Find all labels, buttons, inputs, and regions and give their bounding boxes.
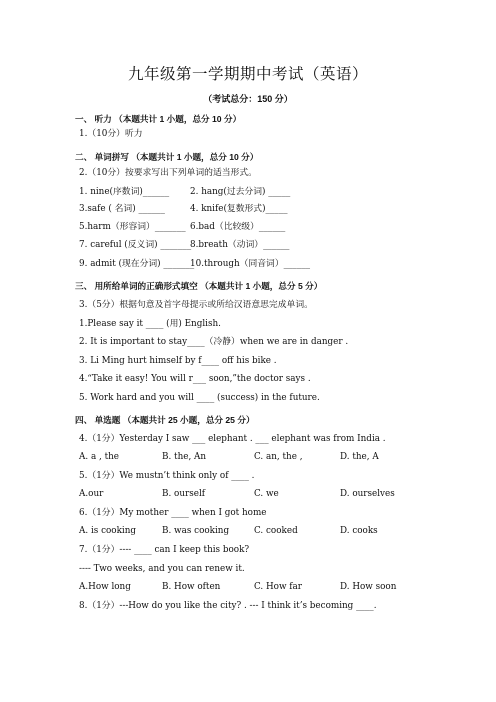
- section-heading: 二、 单词拼写 （本题共计 1 小题，总分 10 分）: [75, 152, 259, 162]
- question-line: 4.（1分）Yesterday I saw ___ elephant . ___ elephant was from India .: [79, 434, 386, 444]
- word-item: 5.harm（形容词）_______: [79, 222, 186, 232]
- answer-option: A. a , the: [79, 452, 119, 462]
- answer-option: D. the, A: [340, 452, 379, 462]
- question-line: 1.（10分）听力: [79, 129, 143, 139]
- answer-option: C. cooked: [254, 526, 298, 536]
- answer-option: B. the, An: [162, 452, 207, 462]
- answer-option: D. How soon: [340, 582, 397, 592]
- answer-option: B. How often: [162, 582, 221, 592]
- answer-option: C. How far: [254, 582, 303, 592]
- answer-option: C. we: [254, 489, 279, 499]
- answer-option: B. was cooking: [162, 526, 230, 536]
- answer-option: C. an, the ,: [254, 452, 303, 462]
- question-line: 3. Li Ming hurt himself by f____ off his bike .: [79, 356, 277, 366]
- page-subtitle: （考试总分：150 分）: [203, 94, 293, 104]
- word-item: 1. nine(序数词)______: [79, 187, 170, 197]
- answer-option: A.our: [79, 489, 104, 499]
- question-line: 5.（1分）We mustn’t think only of ____ .: [79, 471, 255, 481]
- word-item: 3.safe ( 名词) ______: [79, 204, 165, 214]
- word-item: 4. knife(复数形式)_____: [190, 204, 288, 214]
- question-line: 2.（10分）按要求写出下列单词的适当形式。: [79, 168, 257, 178]
- question-line: ---- Two weeks, and you can renew it.: [79, 564, 245, 574]
- question-line: 4.“Take it easy! You will r___ soon,”the doctor says .: [79, 374, 311, 384]
- answer-option: A.How long: [79, 582, 131, 592]
- answer-option: A. is cooking: [79, 526, 137, 536]
- word-item: 10.through（同音词）______: [190, 259, 311, 269]
- page-title: 九年级第一学期期中考试（英语）: [127, 65, 368, 83]
- answer-option: D. cooks: [340, 526, 378, 536]
- word-item: 9. admit (现在分词) _______: [79, 259, 195, 269]
- answer-option: D. ourselves: [340, 489, 395, 499]
- question-line: 1.Please say it ____ (用) English.: [79, 319, 221, 329]
- section-heading: 三、 用所给单词的正确形式填空 （本题共计 1 小题，总分 5 分）: [75, 281, 323, 291]
- answer-option: B. ourself: [162, 489, 206, 499]
- word-item: 8.breath（动词）______: [190, 240, 290, 250]
- question-line: 5. Work hard and you will ____ (success) in the future.: [79, 393, 320, 403]
- question-line: 8.（1分）---How do you like the city? . --- I think it’s becoming ____.: [79, 601, 377, 611]
- section-heading: 四、 单选题 （本题共计 25 小题，总分 25 分）: [75, 415, 255, 425]
- question-line: 2. It is important to stay____（冷静）when we are in danger .: [79, 337, 349, 347]
- word-item: 6.bad（比较级）______: [190, 222, 286, 232]
- question-line: 3.（5分）根据句意及首字母提示或所给汉语意思完成单词。: [79, 300, 313, 310]
- word-item: 7. careful (反义词) _______: [79, 240, 192, 250]
- word-item: 2. hang(过去分词) _____: [190, 187, 291, 197]
- question-line: 7.（1分）---- ____ can I keep this book?: [79, 545, 250, 555]
- section-heading: 一、 听力 （本题共计 1 小题，总分 10 分）: [75, 114, 242, 124]
- question-line: 6.（1分）My mother ____ when I got home: [79, 508, 267, 518]
